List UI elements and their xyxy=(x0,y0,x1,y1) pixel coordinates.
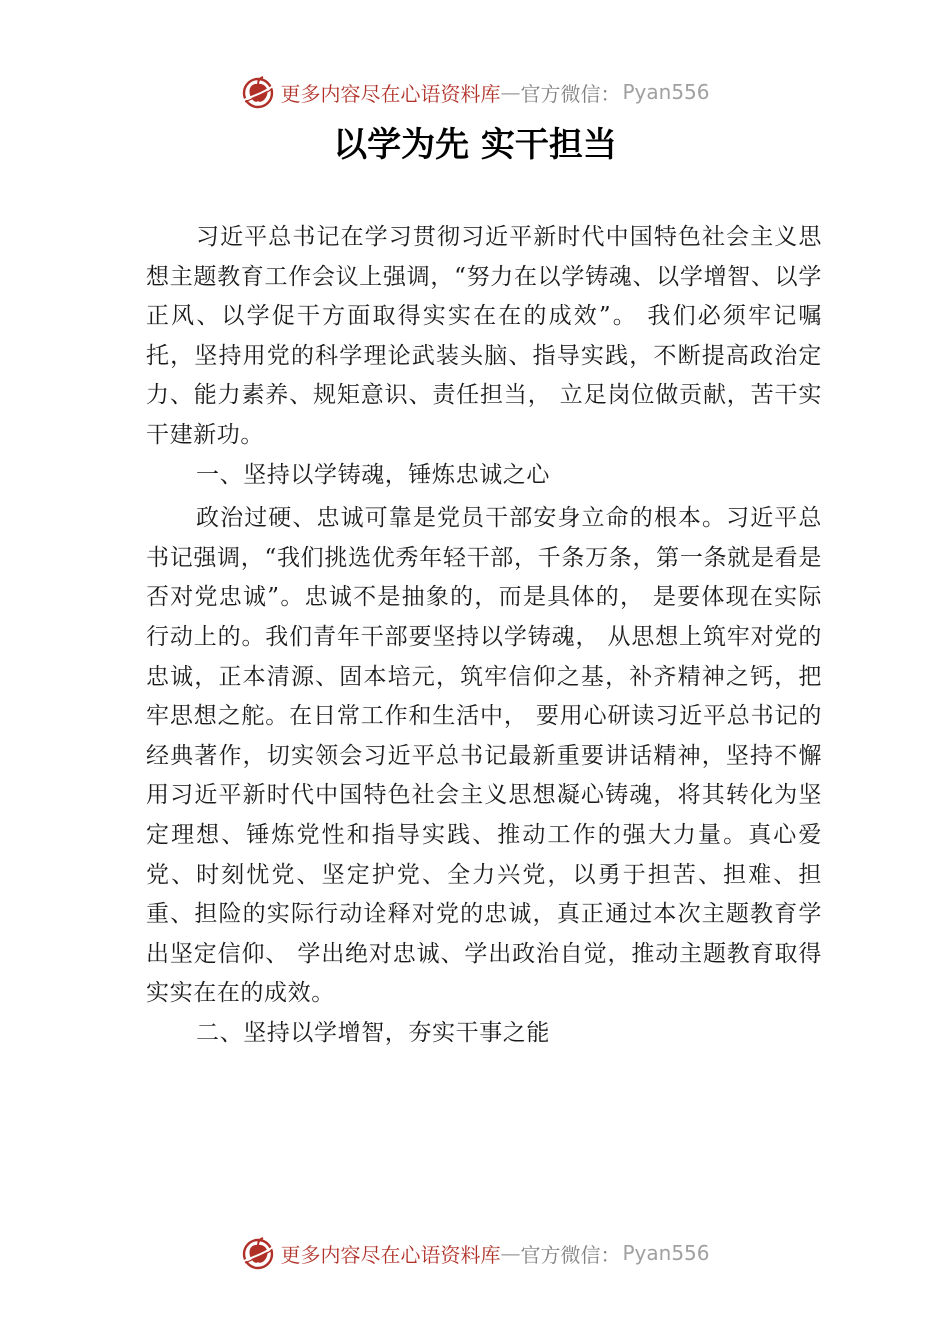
apple-logo-icon xyxy=(240,1235,276,1271)
paragraph-intro: 习近平总书记在学习贯彻习近平新时代中国特色社会主义思想主题教育工作会议上强调，“努力在以学铸魂、以学增智、以学正风、以学促干方面取得实实在在的成效”。 我们必须牢记嘱托，坚持用党的科学理论武装头脑、指导实践，不断提高政治定力、能力素养、规矩意识、责任担当， 立足岗位做贡献，苦干实干建新功。 xyxy=(146,224,822,448)
watermark-wechat-label: 官方微信： xyxy=(520,81,621,106)
header-watermark xyxy=(0,72,950,112)
watermark-wechat-id: Pyan556 xyxy=(622,80,710,104)
footer-watermark xyxy=(0,1233,950,1273)
document-title: 以学为先 实干担当 xyxy=(333,125,617,165)
watermark-wechat-label: 官方微信： xyxy=(520,1242,621,1267)
watermark-text: 更多内容尽在心语资料库 xyxy=(280,1242,501,1267)
document-body xyxy=(146,218,822,1053)
apple-logo-icon xyxy=(240,74,276,110)
paragraph-section-1: 政治过硬、忠诚可靠是党员干部安身立命的根本。习近平总书记强调，“我们挑选优秀年轻干部，千条万条，第一条就是看是否对党忠诚”。忠诚不是抽象的，而是具体的， 是要体现在实际行动上的。我们青年干部要坚持以学铸魂， 从思想上筑牢对党的忠诚，正本清源、固本培元，筑牢信仰之基，补齐精神之钙，把牢思想之舵。在日常工作和生活中， 要用心研读习近平总书记的经典著作，切实领会习近平总书记最新重要讲话精神，坚持不懈用习近平新时代中国特色社会主义思想凝心铸魂，将其转化为坚定理想、锤炼党性和指导实践、推动工作的强大力量。真心爱党、时刻忧党、坚定护党、全力兴党，以勇于担苦、担难、担重、担险的实际行动诠释对党的忠诚，真正通过本次主题教育学出坚定信仰、 学出绝对忠诚、学出政治自觉，推动主题教育取得实实在在的成效。 xyxy=(146,505,822,1007)
section-heading-1: 一、坚持以学铸魂，锤炼忠诚之心 xyxy=(196,461,550,488)
watermark-dash: — xyxy=(500,1241,521,1265)
watermark-dash: — xyxy=(500,80,521,104)
watermark-wechat-id: Pyan556 xyxy=(622,1241,710,1265)
watermark-text: 更多内容尽在心语资料库 xyxy=(280,81,501,106)
section-heading-2: 二、坚持以学增智，夯实干事之能 xyxy=(196,1019,550,1046)
